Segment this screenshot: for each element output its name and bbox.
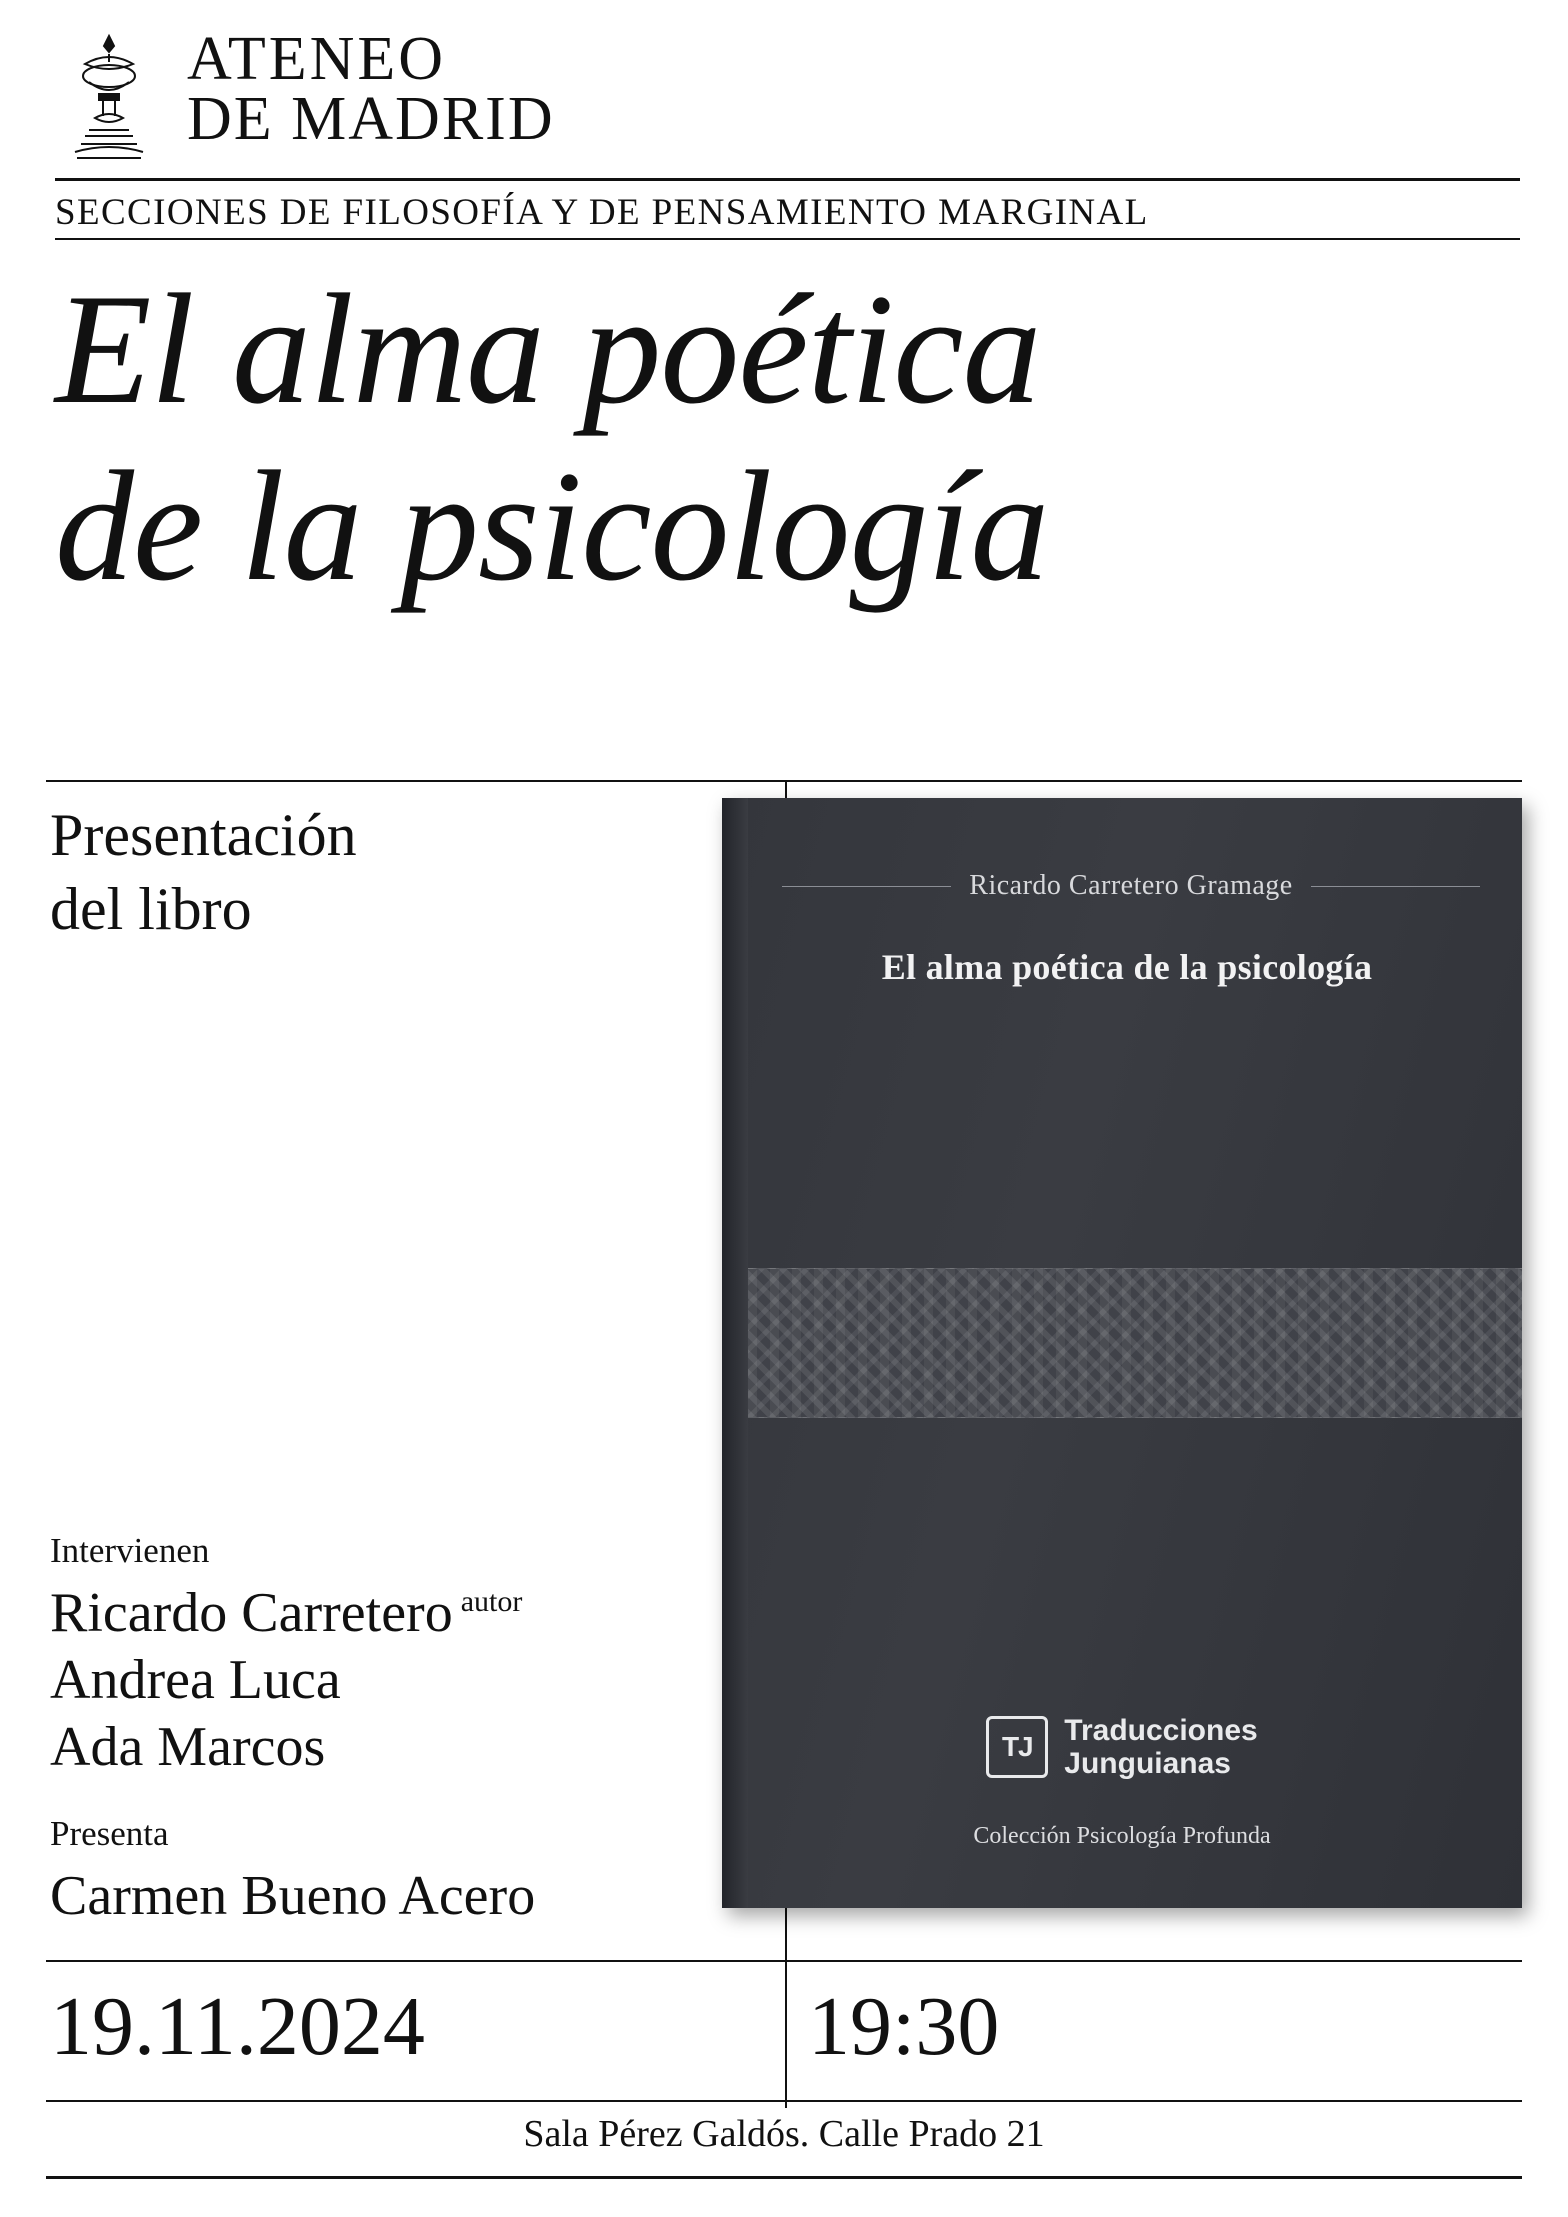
event-venue: Sala Pérez Galdós. Calle Prado 21 [523,2113,1045,2155]
spacer [50,1781,750,1811]
page-title-line2: de la psicología [55,438,1049,614]
book-author-rule-left [782,886,951,887]
speaker-name: Andrea Luca [50,1648,341,1711]
page-title [55,262,1535,616]
presentation-heading [50,798,357,947]
speakers-block [50,1528,750,1930]
speaker-name: Ricardo Carretero [50,1581,453,1644]
page-title-line1: El alma poética [55,262,1041,437]
speaker-name: Ada Marcos [50,1715,326,1778]
divider-under-title [46,780,1522,782]
speakers-label: Intervienen [50,1531,210,1570]
speaker-item [50,1714,750,1781]
book-author-row [782,870,1480,902]
sections-line: SECCIONES DE FILOSOFÍA Y DE PENSAMIENTO MARGINAL [55,192,1149,233]
book-title: El alma poética de la psicología [881,947,1373,987]
book-author: Ricardo Carretero Gramage [969,870,1293,901]
header-rule-bottom [55,238,1520,240]
presentation-line2: del libro [50,876,252,943]
publisher-line2: Junguianas [1064,1747,1231,1780]
host-name: Carmen Bueno Acero [50,1864,536,1927]
publisher-line1: Traducciones [1064,1714,1258,1747]
institution-name [187,25,555,153]
speaker-role: autor [460,1584,523,1618]
divider-above-date [46,1960,1522,1962]
divider-below-date [46,2100,1522,2102]
footer-rule [46,2176,1522,2179]
institution-line2: DE MADRID [187,84,555,153]
event-time: 19:30 [808,1980,1000,2073]
publisher-logo-text [1064,1714,1257,1780]
book-cover-image [722,798,1522,1908]
book-collection: Colección Psicología Profunda [973,1823,1271,1849]
host-label: Presenta [50,1814,169,1854]
event-date: 19.11.2024 [50,1980,425,2073]
book-cover-inner [722,798,1522,1908]
institution-brand [55,25,1520,170]
publisher-logo [722,1714,1522,1780]
speaker-item [50,1580,750,1647]
publisher-logo-mark: TJ [986,1716,1048,1778]
speaker-item [50,1647,750,1714]
institution-line1: ATENEO [187,25,447,93]
ateneo-crest-icon [55,30,163,170]
presentation-line1: Presentación [50,802,357,868]
poster-header [55,25,1520,240]
book-author-rule-right [1311,886,1480,887]
book-cover-pattern-band [748,1268,1522,1418]
